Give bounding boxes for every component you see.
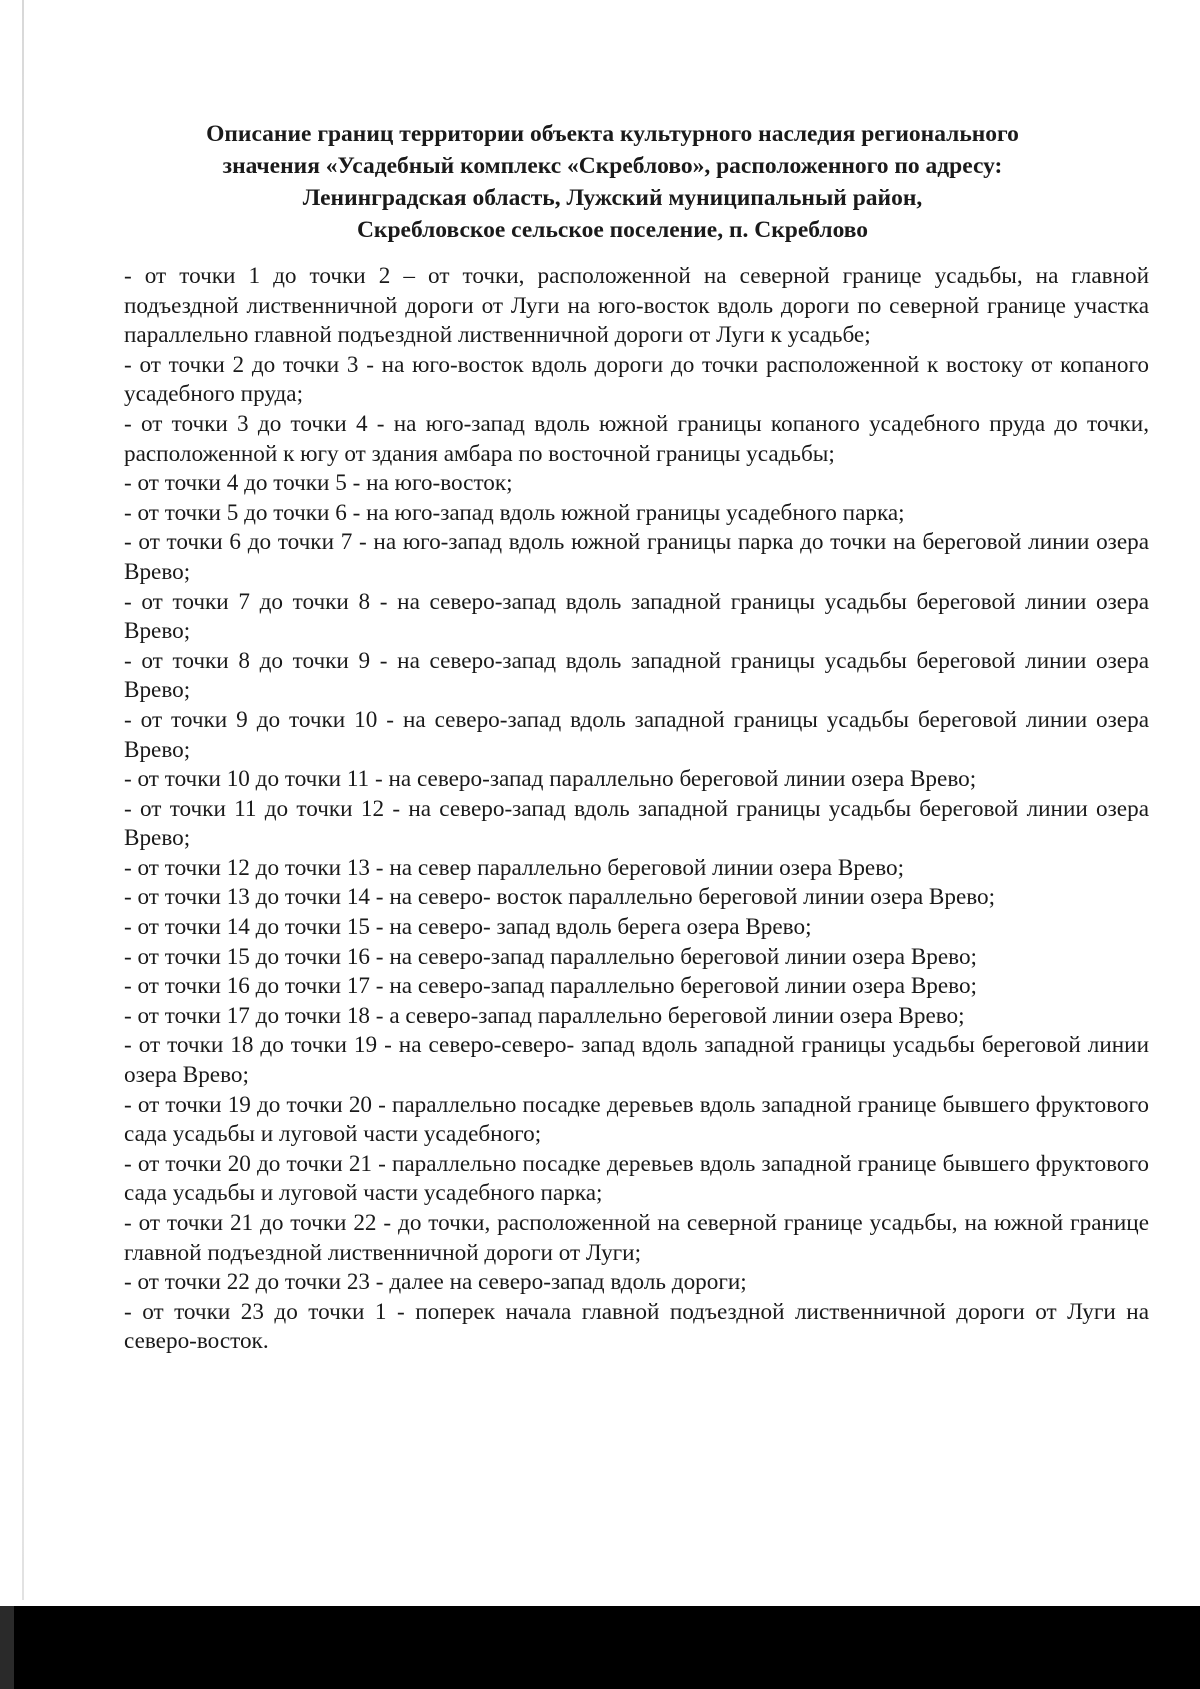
boundary-segment: - от точки 1 до точки 2 – от точки, расположенной на северной границе усадьбы, на главной подъездной лиственничной дороги от Луги на юго-восток вдоль дороги по северной границе участка параллельно главной подъездной лиственничной дороги от Луги к усадьбе;: [124, 263, 1149, 349]
scan-edge-shadow: [22, 0, 24, 1600]
scan-bottom-corner: [0, 1606, 14, 1689]
boundary-segment: - от точки 22 до точки 23 - далее на северо-запад вдоль дороги;: [124, 1269, 747, 1296]
title-line: значения «Усадебный комплекс «Скреблово», расположенного по адресу:: [222, 153, 1003, 179]
boundary-segment: - от точки 19 до точки 20 - параллельно посадке деревьев вдоль западной границе бывшего фруктового сада усадьбы и луговой части усадебного;: [124, 1091, 1149, 1148]
boundary-segment: - от точки 7 до точки 8 - на северо-запад вдоль западной границы усадьбы береговой линии озера Врево;: [124, 588, 1149, 645]
boundary-segment: - от точки 5 до точки 6 - на юго-запад вдоль южной границы усадебного парка;: [124, 499, 905, 526]
boundary-segment: - от точки 6 до точки 7 - на юго-запад вдоль южной границы парка до точки на береговой линии озера Врево;: [124, 529, 1149, 585]
boundary-segment: - от точки 23 до точки 1 - поперек начала главной подъездной лиственничной дороги от Луги на северо-восток.: [124, 1298, 1149, 1355]
title-line: Описание границ территории объекта культурного наследия регионального: [206, 121, 1019, 147]
boundary-segment: - от точки 18 до точки 19 - на северо-северо- запад вдоль западной границы усадьбы береговой линии озера Врево;: [124, 1032, 1149, 1089]
boundary-segment: - от точки 17 до точки 18 - а северо-запад параллельно береговой линии озера Врево;: [124, 1002, 965, 1029]
boundary-segment: - от точки 4 до точки 5 - на юго-восток;: [124, 470, 513, 497]
boundary-description: [124, 262, 1149, 1357]
boundary-segment: - от точки 9 до точки 10 - на северо-запад вдоль западной границы усадьбы береговой линии озера Врево;: [124, 706, 1149, 763]
boundary-segment: - от точки 13 до точки 14 - на северо- восток параллельно береговой линии озера Врево;: [124, 884, 996, 911]
boundary-segment: - от точки 3 до точки 4 - на юго-запад вдоль южной границы копаного усадебного пруда до точки, расположенной к югу от здания амбара по восточной границы усадьбы;: [124, 410, 1149, 467]
boundary-segment: - от точки 12 до точки 13 - на север параллельно береговой линии озера Врево;: [124, 854, 905, 881]
boundary-segment: - от точки 2 до точки 3 - на юго-восток вдоль дороги до точки расположенной к востоку от копаного усадебного пруда;: [124, 351, 1149, 408]
boundary-segment: - от точки 20 до точки 21 - параллельно посадке деревьев вдоль западной границе бывшего фруктового сада усадьбы и луговой части усадебного парка;: [124, 1150, 1149, 1207]
boundary-segment: - от точки 14 до точки 15 - на северо- запад вдоль берега озера Врево;: [124, 914, 812, 941]
boundary-segment: - от точки 10 до точки 11 - на северо-запад параллельно береговой линии озера Врево;: [124, 766, 977, 793]
boundary-segment: - от точки 21 до точки 22 - до точки, расположенной на северной границе усадьбы, на южной границе главной подъездной лиственничной дороги от Луги;: [124, 1210, 1149, 1266]
boundary-segment: - от точки 8 до точки 9 - на северо-запад вдоль западной границы усадьбы береговой линии озера Врево;: [124, 647, 1149, 704]
boundary-segment: - от точки 15 до точки 16 - на северо-запад параллельно береговой линии озера Врево;: [124, 943, 977, 970]
boundary-segment: - от точки 11 до точки 12 - на северо-запад вдоль западной границы усадьбы береговой линии озера Врево;: [124, 795, 1149, 852]
title-line: Ленинградская область, Лужский муниципальный район,: [302, 185, 923, 211]
document-title: [130, 118, 1095, 246]
title-line: Скребловское сельское поселение, п. Скреблово: [356, 217, 869, 243]
scan-bottom-border: [0, 1606, 1200, 1689]
boundary-segment: - от точки 16 до точки 17 - на северо-запад параллельно береговой линии озера Врево;: [124, 973, 977, 1000]
